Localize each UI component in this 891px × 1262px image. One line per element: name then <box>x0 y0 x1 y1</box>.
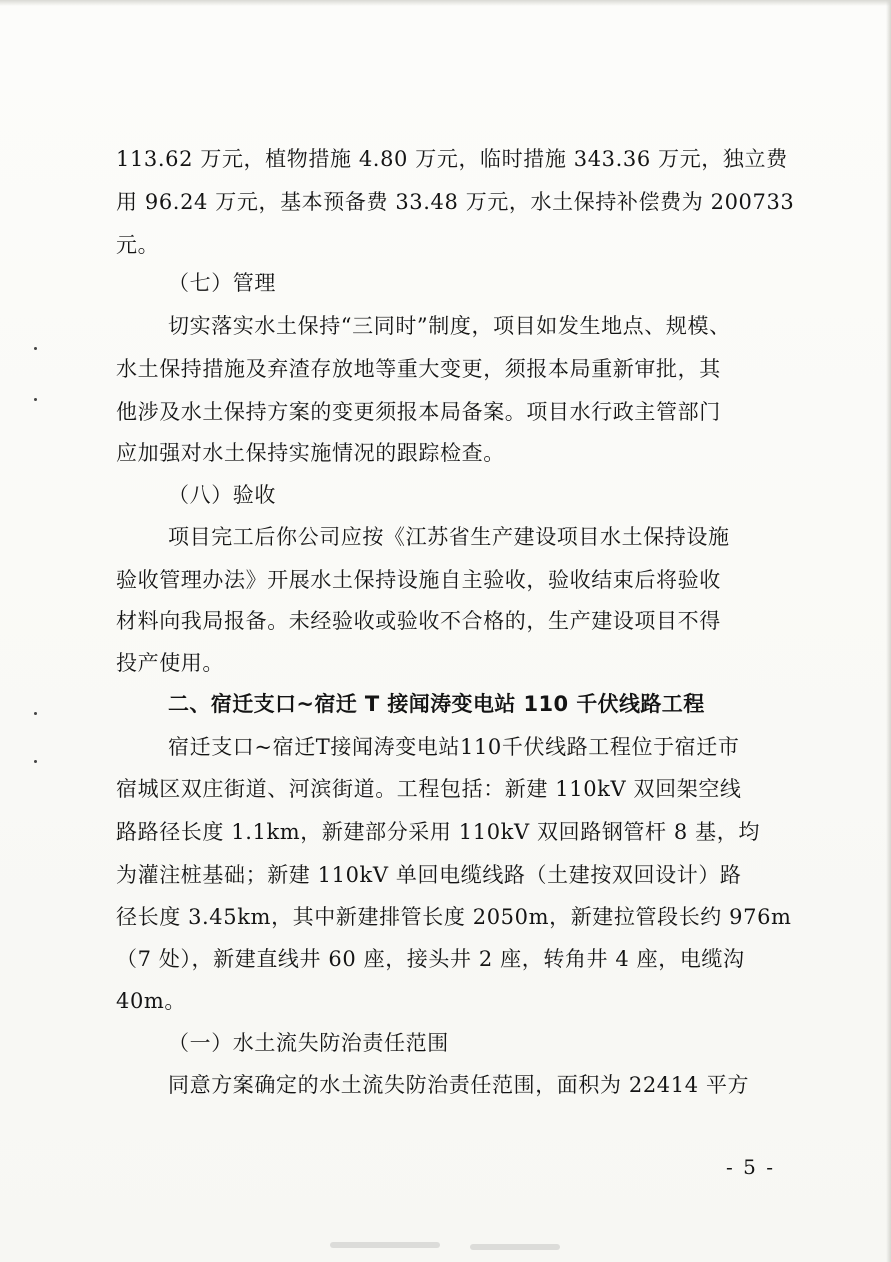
scan-top-edge <box>0 0 891 6</box>
body-line: 水土保持措施及弃渣存放地等重大变更，须报本局重新审批，其 <box>116 357 721 381</box>
scan-speck <box>34 760 37 763</box>
body-line: 材料向我局报备。未经验收或验收不合格的，生产建设项目不得 <box>116 609 721 633</box>
section-heading: （一）水土流失防治责任范围 <box>168 1031 449 1055</box>
body-line: 验收管理办法》开展水土保持设施自主验收，验收结束后将验收 <box>116 568 721 592</box>
body-line: 40m。 <box>116 989 187 1013</box>
page-number: - 5 - <box>726 1155 775 1179</box>
scan-smudge <box>470 1244 560 1250</box>
scan-speck <box>34 712 37 715</box>
section-heading: （八）验收 <box>168 483 276 507</box>
body-line: 路路径长度 1.1km，新建部分采用 110kV 双回路钢管杆 8 基，均 <box>116 820 760 844</box>
body-line: 应加强对水土保持实施情况的跟踪检查。 <box>116 441 505 465</box>
scan-right-edge <box>886 0 891 1262</box>
section-heading: （七）管理 <box>168 271 276 295</box>
body-line: 113.62 万元，植物措施 4.80 万元，临时措施 343.36 万元，独立费 <box>116 147 788 171</box>
body-line: 同意方案确定的水土流失防治责任范围，面积为 22414 平方 <box>168 1073 750 1097</box>
body-line: 为灌注桩基础；新建 110kV 单回电缆线路（土建按双回设计）路 <box>116 863 742 887</box>
body-line: 他涉及水土保持方案的变更须报本局备案。项目水行政主管部门 <box>116 400 721 424</box>
body-line: 宿城区双庄街道、河滨街道。工程包括：新建 110kV 双回架空线 <box>116 777 742 801</box>
body-line: （7 处），新建直线井 60 座，接头井 2 座，转角井 4 座，电缆沟 <box>116 947 745 971</box>
body-line: 径长度 3.45km，其中新建排管长度 2050m，新建拉管段长约 976m <box>116 905 792 929</box>
body-line: 项目完工后你公司应按《江苏省生产建设项目水土保持设施 <box>168 525 730 549</box>
body-line: 用 96.24 万元，基本预备费 33.48 万元，水土保持补偿费为 200733 <box>116 190 795 214</box>
scan-speck <box>34 398 37 401</box>
body-line: 元。 <box>116 233 160 257</box>
body-line: 切实落实水土保持“三同时”制度，项目如发生地点、规模、 <box>168 314 731 338</box>
scan-smudge <box>330 1242 440 1248</box>
part-heading: 二、宿迁支口~宿迁 T 接闻涛变电站 110 千伏线路工程 <box>168 692 705 716</box>
scan-speck <box>34 347 37 350</box>
body-line: 宿迁支口~宿迁T接闻涛变电站110千伏线路工程位于宿迁市 <box>168 735 740 759</box>
body-line: 投产使用。 <box>116 651 224 675</box>
